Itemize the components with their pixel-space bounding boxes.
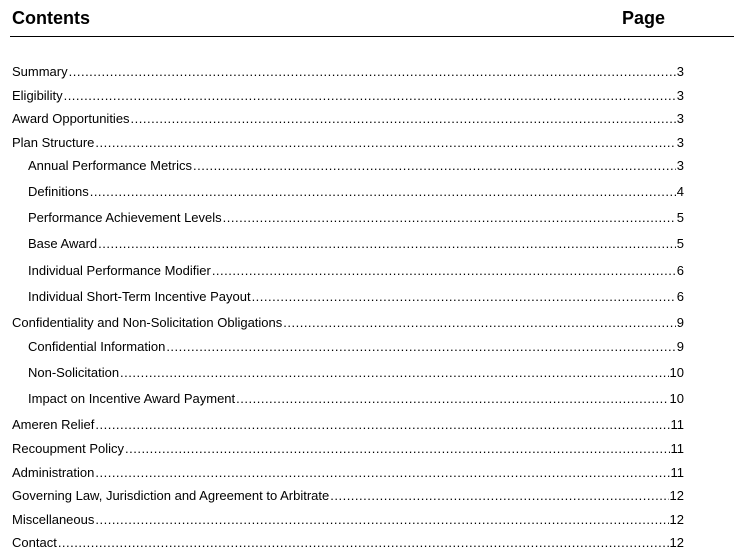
toc-entry-label: Performance Achievement Levels <box>28 210 222 225</box>
toc-entry-label: Plan Structure <box>12 135 95 150</box>
toc-entry-page: 6 <box>676 263 684 278</box>
toc-entry-page: 4 <box>676 184 684 199</box>
toc-entry-administration[interactable] <box>12 463 684 481</box>
dot-leader <box>69 64 676 80</box>
toc-entry-ameren-relief[interactable] <box>12 415 684 433</box>
toc-entry-label: Annual Performance Metrics <box>28 158 193 173</box>
dot-leader <box>95 417 669 433</box>
dot-leader <box>236 391 668 407</box>
toc-entry-confidentiality[interactable] <box>12 313 684 331</box>
toc-entry-label: Individual Performance Modifier <box>28 263 211 278</box>
toc-entry-governing-law[interactable] <box>12 486 684 504</box>
dot-leader <box>58 535 669 551</box>
toc-entry-page: 12 <box>669 535 684 550</box>
toc-title: Contents <box>12 8 90 28</box>
toc-entry-label: Governing Law, Jurisdiction and Agreement to Arbitrate <box>12 488 330 503</box>
toc-entry-page: 3 <box>676 88 684 103</box>
toc-entry-label: Base Award <box>28 236 98 251</box>
toc-page-heading: Page <box>622 8 666 28</box>
dot-leader <box>193 158 676 174</box>
toc-entry-page: 6 <box>676 289 684 304</box>
dot-leader <box>131 111 676 127</box>
toc-entry-page: 3 <box>676 64 684 79</box>
dot-leader <box>283 315 676 331</box>
toc-entry-individual-performance-modifier[interactable] <box>28 261 684 279</box>
toc-entry-page: 10 <box>669 365 684 380</box>
toc-entry-page: 9 <box>676 339 684 354</box>
toc-entry-page: 3 <box>676 111 684 126</box>
dot-leader <box>64 88 676 104</box>
toc-entry-label: Definitions <box>28 184 89 199</box>
dot-leader <box>252 289 676 305</box>
toc-entry-page: 3 <box>676 158 684 173</box>
dot-leader <box>95 135 675 151</box>
toc-entry-page: 12 <box>669 488 684 503</box>
toc-entry-label: Ameren Relief <box>12 417 95 432</box>
dot-leader <box>95 512 668 528</box>
toc-entry-page: 5 <box>676 236 684 251</box>
toc-entry-label: Non-Solicitation <box>28 365 120 380</box>
dot-leader <box>166 339 675 355</box>
dot-leader <box>125 441 670 457</box>
toc-entry-definitions[interactable] <box>28 182 684 200</box>
dot-leader <box>90 184 676 200</box>
toc-entry-individual-sti-payout[interactable] <box>28 287 684 305</box>
dot-leader <box>95 465 669 481</box>
toc-entry-page: 11 <box>670 465 684 480</box>
toc-entry-page: 11 <box>670 441 684 456</box>
toc-entry-label: Confidentiality and Non-Solicitation Obligations <box>12 315 283 330</box>
toc-entry-page: 9 <box>676 315 684 330</box>
toc-entry-performance-achievement-levels[interactable] <box>28 208 684 226</box>
toc-entry-plan-structure[interactable] <box>12 133 684 151</box>
toc-entry-label: Summary <box>12 64 68 79</box>
toc-entry-recoupment-policy[interactable] <box>12 439 684 457</box>
toc-entry-label: Individual Short-Term Incentive Payout <box>28 289 251 304</box>
dot-leader <box>330 488 668 504</box>
toc-entry-label: Award Opportunities <box>12 111 130 126</box>
toc-entry-label: Contact <box>12 535 57 550</box>
toc-entry-page: 12 <box>669 512 684 527</box>
toc-entry-non-solicitation[interactable] <box>28 363 684 381</box>
toc-entry-base-award[interactable] <box>28 234 684 252</box>
toc-entry-contact[interactable] <box>12 533 684 551</box>
toc-entry-summary[interactable] <box>12 62 684 80</box>
toc-entry-label: Miscellaneous <box>12 512 95 527</box>
toc-entry-page: 5 <box>676 210 684 225</box>
toc-entry-page: 3 <box>676 135 684 150</box>
toc-entry-award-opportunities[interactable] <box>12 109 684 127</box>
toc-entry-eligibility[interactable] <box>12 86 684 104</box>
toc-entry-confidential-information[interactable] <box>28 337 684 355</box>
toc-entry-page: 10 <box>669 391 684 406</box>
toc-entry-page: 11 <box>670 417 684 432</box>
dot-leader <box>120 365 668 381</box>
toc-entry-annual-performance-metrics[interactable] <box>28 156 684 174</box>
toc-entry-miscellaneous[interactable] <box>12 510 684 528</box>
toc-entry-label: Impact on Incentive Award Payment <box>28 391 236 406</box>
toc-entry-impact-on-incentive-award[interactable] <box>28 389 684 407</box>
toc-entry-label: Administration <box>12 465 95 480</box>
dot-leader <box>223 210 676 226</box>
toc-entry-label: Recoupment Policy <box>12 441 124 456</box>
dot-leader <box>98 236 676 252</box>
toc-entry-label: Confidential Information <box>28 339 166 354</box>
toc-entry-label: Eligibility <box>12 88 63 103</box>
dot-leader <box>212 263 676 279</box>
toc-header <box>10 0 734 37</box>
